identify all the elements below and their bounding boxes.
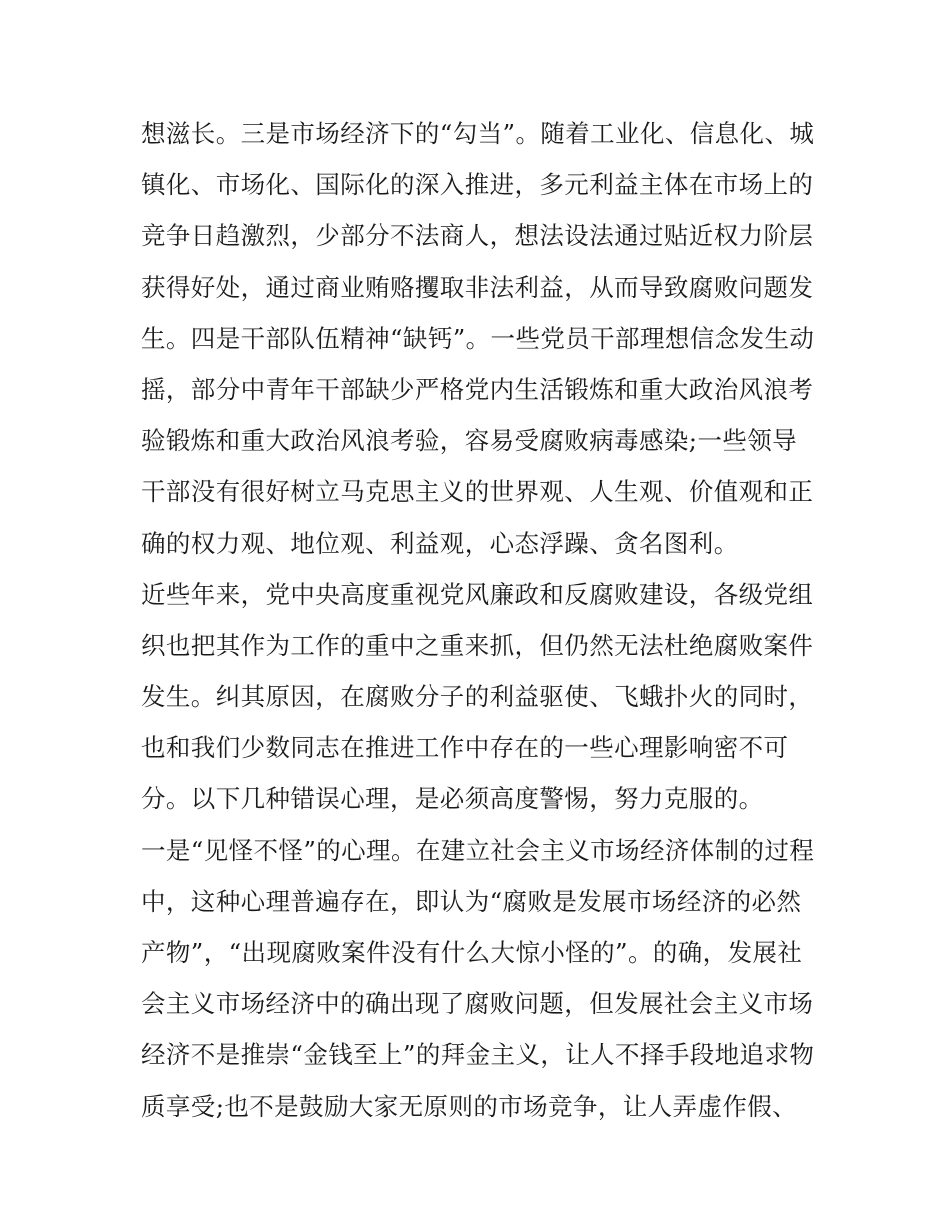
text-line-10: 近些年来，党中央高度重视党风廉政和反腐败建设，各级党组 [141, 579, 814, 609]
text-line-7: 验锻炼和重大政治风浪考验，容易受腐败病毒感染;一些领导 [141, 426, 798, 456]
text-line-9: 确的权力观、地位观、利益观，心态浮躁、贪名图利。 [141, 528, 739, 558]
text-line-8: 干部没有很好树立马克思主义的世界观、人生观、价值观和正 [141, 477, 814, 507]
text-line-6: 摇，部分中青年干部缺少严格党内生活锻炼和重大政治风浪考 [141, 374, 814, 404]
text-line-3: 竞争日趋激烈，少部分不法商人，想法设法通过贴近权力阶层 [141, 221, 814, 251]
text-line-11: 织也把其作为工作的重中之重来抓，但仍然无法杜绝腐败案件 [141, 630, 814, 660]
text-line-18: 会主义市场经济中的确出现了腐败问题，但发展社会主义市场 [141, 989, 814, 1019]
text-line-15: 一是“见怪不怪”的心理。在建立社会主义市场经济体制的过程 [141, 835, 815, 865]
text-line-4: 获得好处，通过商业贿赂攫取非法利益，从而导致腐败问题发 [141, 272, 814, 302]
text-line-13: 也和我们少数同志在推进工作中存在的一些心理影响密不可 [141, 733, 789, 763]
text-line-19: 经济不是推崇“金钱至上”的拜金主义，让人不择手段地追求物 [141, 1040, 815, 1070]
text-line-20: 质享受;也不是鼓励大家无原则的市场竞争，让人弄虚作假、 [141, 1091, 798, 1121]
text-line-17: 产物”，“出现腐败案件没有什么大惊小怪的”。的确，发展社 [141, 938, 803, 967]
text-line-14: 分。以下几种错误心理，是必须高度警惕，努力克服的。 [141, 784, 764, 814]
text-line-5: 生。四是干部队伍精神“缺钙”。一些党员干部理想信念发生动 [141, 323, 815, 353]
text-line-2: 镇化、市场化、国际化的深入推进，多元利益主体在市场上的 [141, 170, 814, 200]
text-line-16: 中，这种心理普遍存在，即认为“腐败是发展市场经济的必然 [141, 886, 802, 916]
text-line-1: 想滋长。三是市场经济下的“勾当”。随着工业化、信息化、城 [141, 119, 815, 148]
body-text [141, 108, 821, 1132]
text-line-12: 发生。纠其原因，在腐败分子的利益驱使、飞蛾扑火的同时， [141, 682, 814, 712]
